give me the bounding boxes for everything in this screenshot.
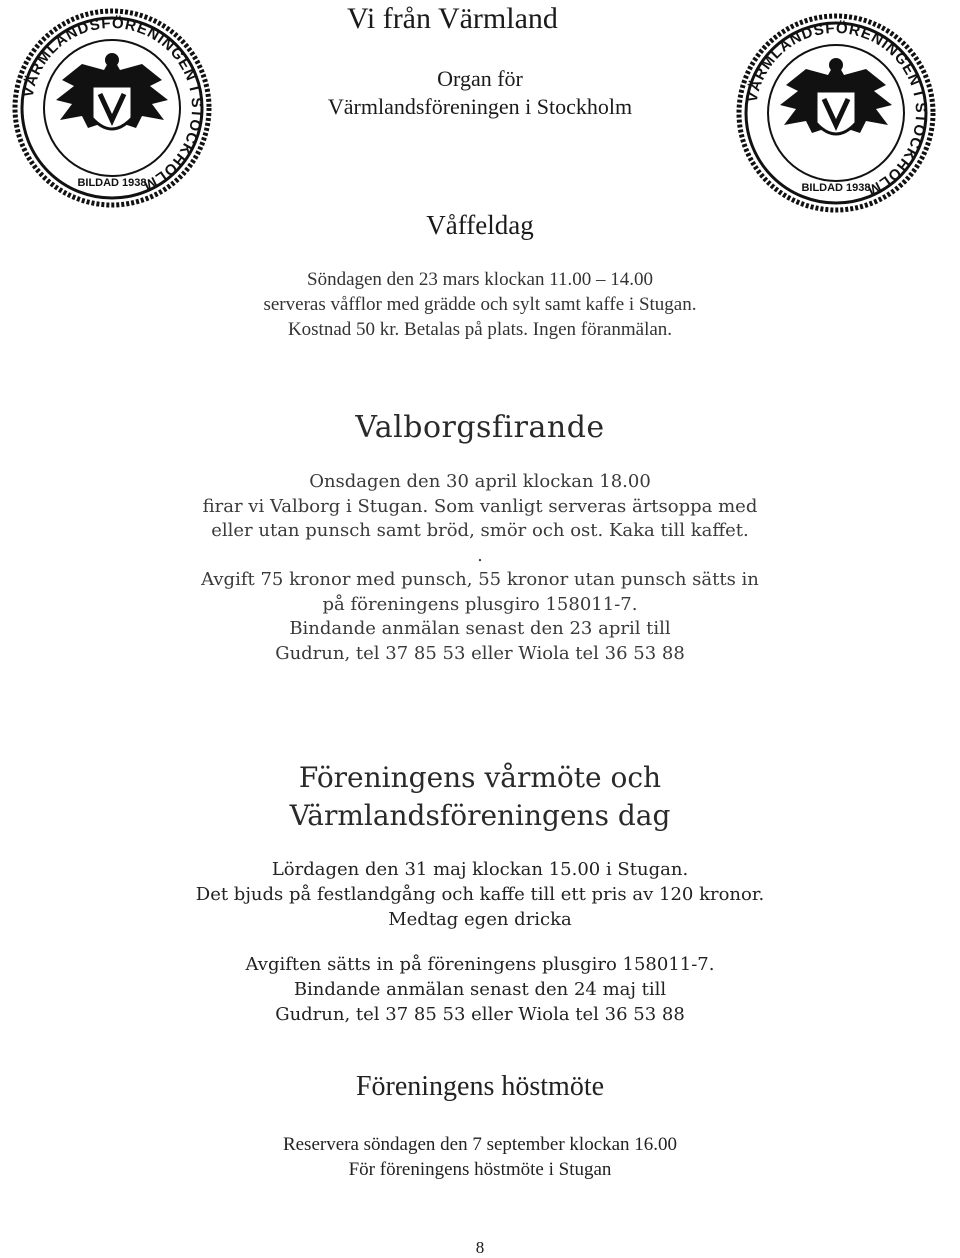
title-line: Föreningens vårmöte och xyxy=(298,761,662,794)
body-line: serveras våfflor med grädde och sylt samt kaffe i Stugan. xyxy=(263,294,697,315)
society-seal-logo xyxy=(12,8,212,208)
section-title-hostmote: Föreningens höstmöte xyxy=(355,1071,605,1102)
body-line: Söndagen den 23 mars klockan 11.00 – 14.00 xyxy=(307,269,653,290)
organ-line: Värmlandsföreningen i Stockholm xyxy=(327,94,633,119)
body-line: Gudrun, tel 37 85 53 eller Wiola tel 36 53 88 xyxy=(275,642,685,664)
section-body-vaffeldag xyxy=(0,267,960,342)
section-body-varmote xyxy=(0,857,960,932)
body-line: firar vi Valborg i Stugan. Som vanligt serveras ärtsoppa med xyxy=(202,495,758,517)
section-title-vaffeldag: Våffeldag xyxy=(426,210,534,240)
body-line: Onsdagen den 30 april klockan 18.00 xyxy=(309,471,651,492)
section-body-hostmote xyxy=(0,1132,960,1182)
page-number: 8 xyxy=(475,1238,485,1257)
organ-line: Organ för xyxy=(437,66,523,91)
title-line: Värmlandsföreningens dag xyxy=(289,799,671,832)
body-line: Avgiften sätts in på föreningens plusgiro 158011-7. xyxy=(245,954,715,975)
body-line: Reservera söndagen den 7 september klockan 16.00 xyxy=(282,1134,678,1155)
society-seal-logo xyxy=(736,13,936,213)
eagle-icon xyxy=(56,53,168,129)
eagle-icon xyxy=(780,58,892,134)
section-body-varmote-payment xyxy=(0,952,960,1027)
svg-text:BILDAD 1938: BILDAD 1938 xyxy=(801,182,871,194)
body-line: Kostnad 50 kr. Betalas på plats. Ingen föranmälan. xyxy=(287,319,673,340)
body-line: på föreningens plusgiro 158011-7. xyxy=(322,593,638,615)
section-title-valborg: Valborgsfirande xyxy=(355,410,605,445)
body-line: Det bjuds på festlandgång och kaffe till ett pris av 120 kronor. xyxy=(195,884,765,905)
body-line: Medtag egen dricka xyxy=(388,909,572,930)
body-line: eller utan punsch samt bröd, smör och ost. Kaka till kaffet. xyxy=(211,520,749,541)
svg-text:VÄRMLANDSFÖRENINGEN I STOCKHOL: VÄRMLANDSFÖRENINGEN I STOCKHOLM xyxy=(743,19,930,200)
section-body-valborg xyxy=(0,470,960,666)
body-line: Lördagen den 31 maj klockan 15.00 i Stugan. xyxy=(271,859,689,880)
body-line: Gudrun, tel 37 85 53 eller Wiola tel 36 53 88 xyxy=(275,1004,685,1025)
section-title-varmote xyxy=(0,759,960,835)
page-title: Vi från Värmland xyxy=(347,2,558,35)
svg-text:VÄRMLANDSFÖRENINGEN I STOCKHOL: VÄRMLANDSFÖRENINGEN I STOCKHOLM xyxy=(19,14,206,195)
body-line: . xyxy=(477,544,483,566)
body-line: För föreningens höstmöte i Stugan xyxy=(348,1159,612,1180)
svg-text:BILDAD 1938: BILDAD 1938 xyxy=(77,177,147,189)
body-line: Bindande anmälan senast den 23 april till xyxy=(289,618,671,639)
body-line: Bindande anmälan senast den 24 maj till xyxy=(293,979,667,1000)
body-line: Avgift 75 kronor med punsch, 55 kronor utan punsch sätts in xyxy=(201,569,759,590)
